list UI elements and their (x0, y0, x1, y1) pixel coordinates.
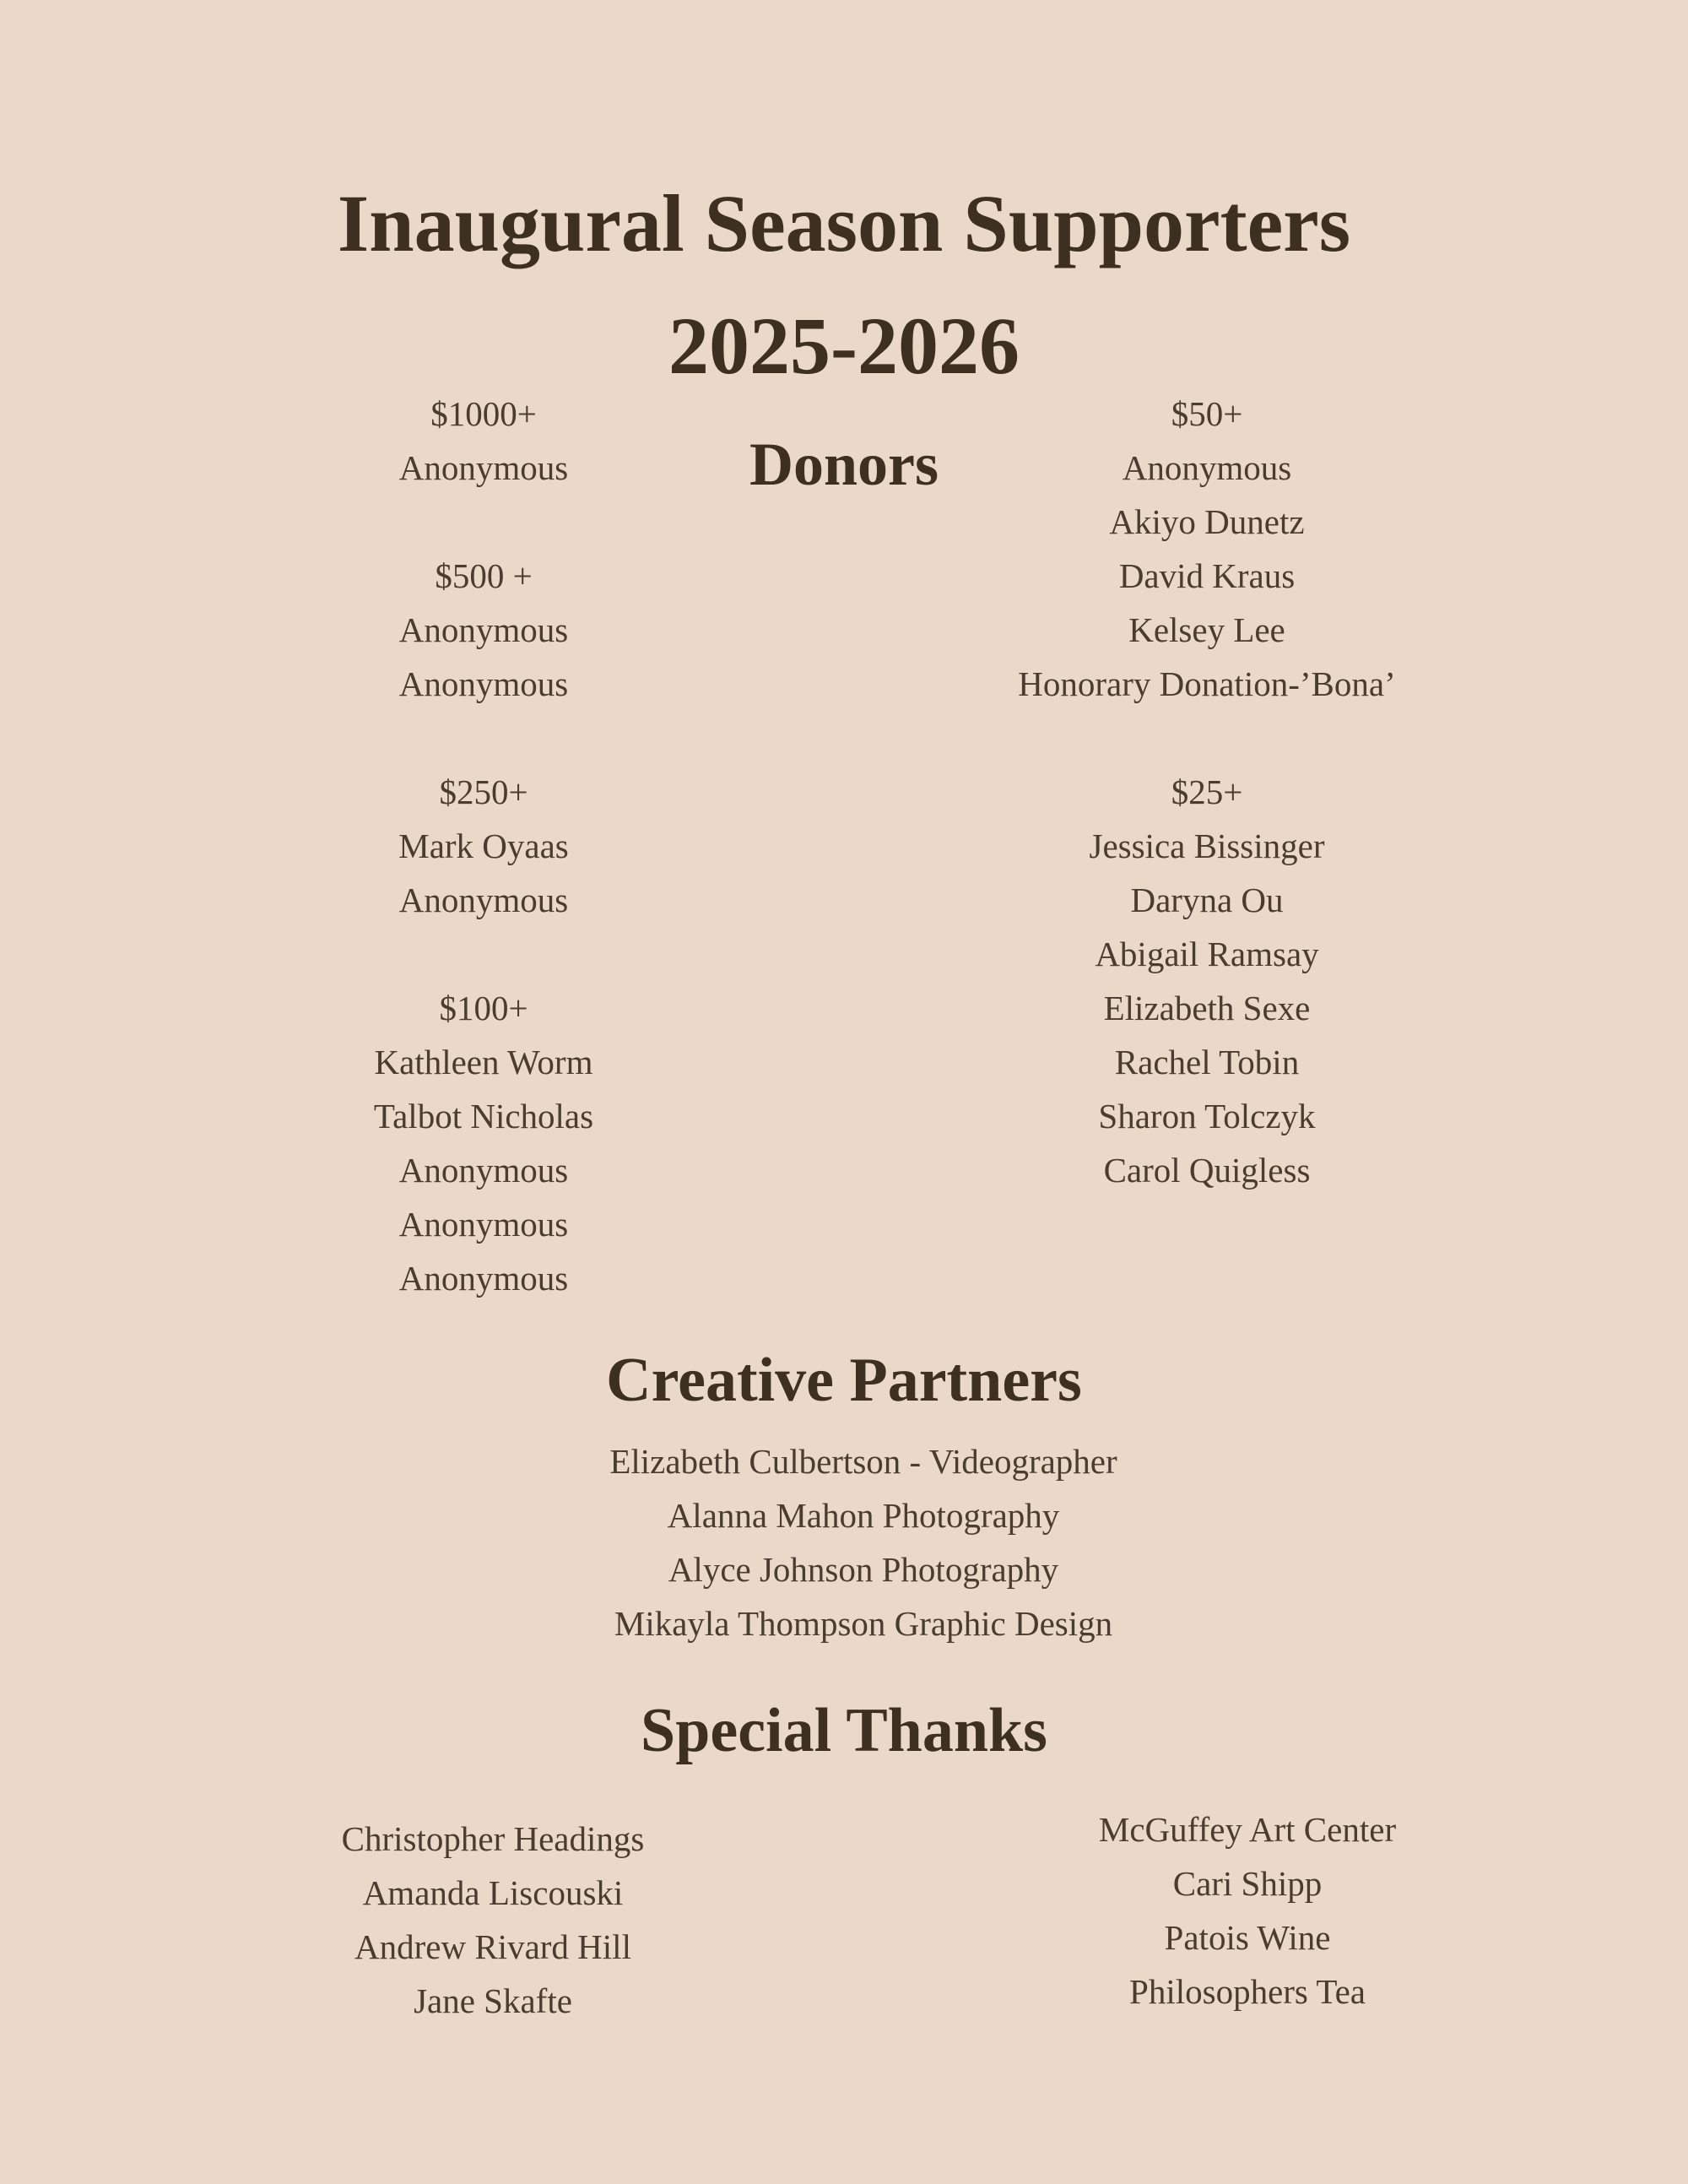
thanks-name: Patois Wine (1164, 1918, 1331, 1957)
donor-name: Anonymous (398, 664, 569, 703)
donor-name: Carol Quigless (1103, 1151, 1311, 1190)
donor-name: Akiyo Dunetz (1109, 502, 1305, 541)
donor-tier-group (315, 981, 652, 1305)
donor-name: Kathleen Worm (374, 1043, 593, 1081)
donor-name: Anonymous (398, 881, 569, 919)
donor-name: Honorary Donation-’Bona’ (1018, 664, 1396, 703)
thanks-name: McGuffey Art Center (1098, 1810, 1397, 1849)
season-years: 2025-2026 (668, 301, 1020, 391)
donor-tier-group (954, 387, 1460, 711)
donor-name: Jessica Bissinger (1089, 826, 1325, 865)
donor-tier-label: $250+ (439, 772, 528, 811)
donor-name: Anonymous (398, 448, 569, 487)
donor-name: Abigail Ramsay (1095, 935, 1319, 973)
donor-name: Daryna Ou (1130, 881, 1284, 919)
partner-name: Elizabeth Culbertson - Videographer (609, 1442, 1117, 1481)
donor-name: Elizabeth Sexe (1103, 989, 1311, 1027)
special-thanks-heading: Special Thanks (641, 1696, 1047, 1765)
donors-right-column (954, 387, 1460, 1197)
donor-tier-group (315, 549, 652, 711)
donor-tier-label: $1000+ (430, 394, 537, 433)
donor-name: Anonymous (398, 610, 569, 649)
donor-name: Kelsey Lee (1128, 610, 1285, 649)
donor-name: Anonymous (398, 1205, 569, 1244)
donor-tier-label: $50+ (1171, 394, 1243, 433)
partner-name: Alanna Mahon Photography (667, 1496, 1060, 1535)
partner-name: Alyce Johnson Photography (668, 1550, 1059, 1589)
donor-name: David Kraus (1118, 556, 1296, 595)
donor-name: Anonymous (1122, 448, 1292, 487)
donor-tier-label: $100+ (439, 989, 528, 1027)
donors-heading: Donors (749, 431, 939, 498)
donor-tier-label: $25+ (1171, 772, 1243, 811)
special-thanks-right-column (1036, 1802, 1458, 2019)
thanks-name: Andrew Rivard Hill (354, 1927, 631, 1966)
donors-left-column (315, 387, 652, 1305)
creative-partners-list (441, 1434, 1285, 1650)
thanks-name: Philosophers Tea (1129, 1972, 1366, 2011)
donor-tier-group (954, 765, 1460, 1197)
thanks-name: Amanda Liscouski (362, 1873, 624, 1912)
donor-name: Anonymous (398, 1151, 569, 1190)
donor-tier-group (315, 765, 652, 927)
partner-name: Mikayla Thompson Graphic Design (614, 1604, 1113, 1643)
thanks-name: Christopher Headings (341, 1819, 645, 1858)
donor-name: Mark Oyaas (398, 826, 569, 865)
creative-partners-heading: Creative Partners (606, 1346, 1082, 1415)
page-title: Inaugural Season Supporters (337, 178, 1351, 268)
thanks-name: Cari Shipp (1172, 1864, 1323, 1903)
donor-name: Talbot Nicholas (373, 1097, 594, 1135)
thanks-name: Jane Skafte (414, 1981, 572, 2020)
special-thanks-left-column (282, 1812, 704, 2028)
donor-name: Rachel Tobin (1114, 1043, 1300, 1081)
donor-name: Sharon Tolczyk (1098, 1097, 1316, 1135)
donor-tier-label: $500 + (435, 556, 533, 595)
donor-name: Anonymous (398, 1259, 569, 1298)
donor-tier-group (315, 387, 652, 495)
